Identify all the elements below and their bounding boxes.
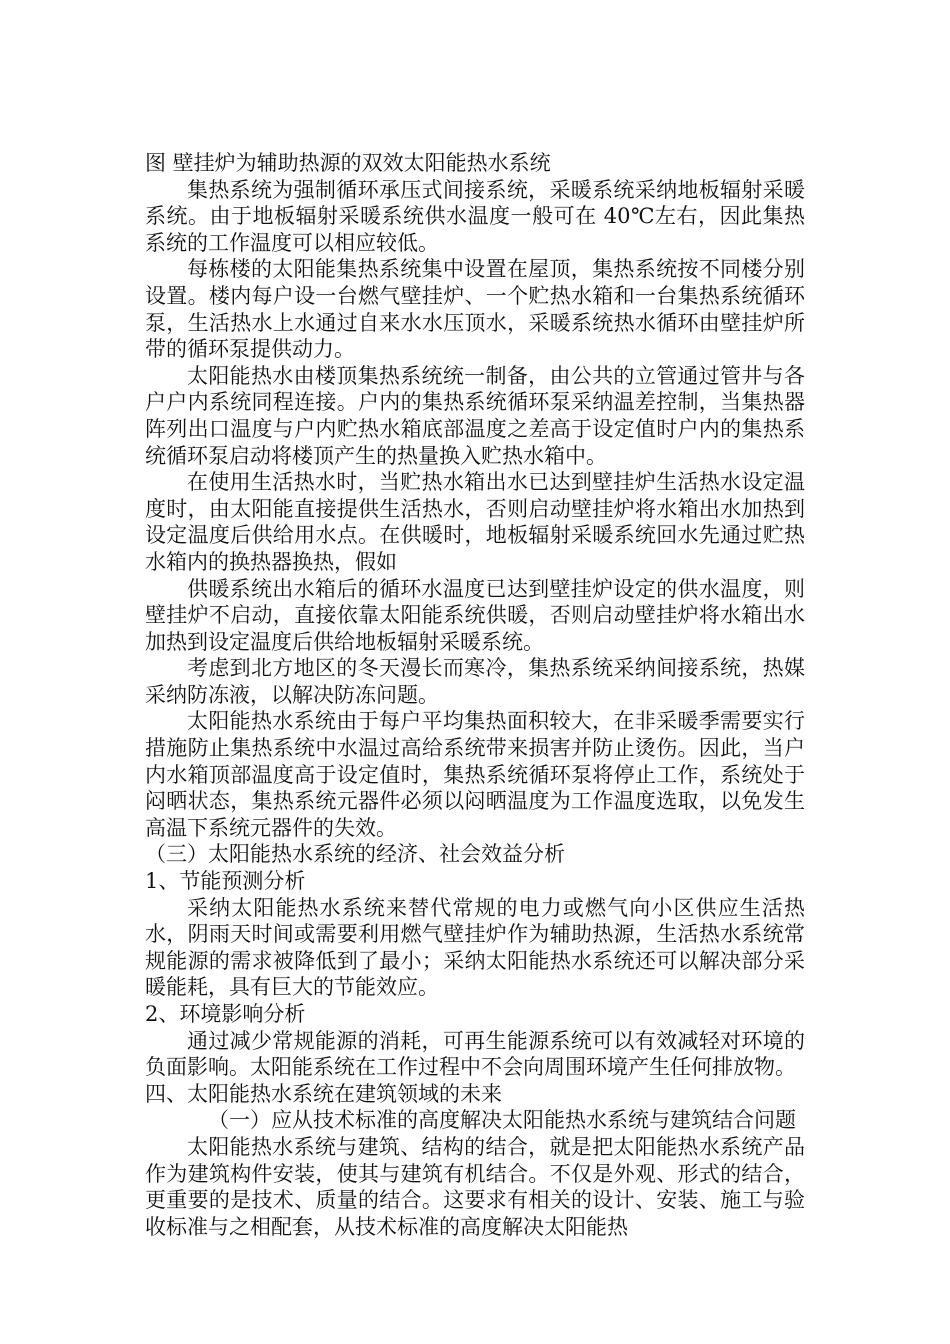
paragraph: 供暖系统出水箱后的循环水温度已达到壁挂炉设定的供水温度，则壁挂炉不启动，直接依靠太阳能系统供暖，否则启动壁挂炉将水箱出水加热到设定温度后供给地板辐射采暖系统。 (145, 576, 805, 654)
paragraph: 集热系统为强制循环承压式间接系统，采暖系统采纳地板辐射采暖系统。由于地板辐射采暖系统供水温度一般可在 40℃左右，因此集热系统的工作温度可以相应较低。 (145, 177, 805, 255)
document-body (145, 150, 805, 1240)
paragraph: 在使用生活热水时，当贮热水箱出水已达到壁挂炉生活热水设定温度时，由太阳能直接提供生活热水，否则启动壁挂炉将水箱出水加热到设定温度后供给用水点。在供暖时，地板辐射采暖系统回水先通过贮热水箱内的换热器换热，假如 (145, 470, 805, 574)
paragraph: 采纳太阳能热水系统来替代常规的电力或燃气向小区供应生活热水，阴雨天时间或需要利用燃气壁挂炉作为辅助热源，生活热水系统常规能源的需求被降低到了最小；采纳太阳能热水系统还可以解决部分采暖能耗，具有巨大的节能效应。 (145, 895, 805, 1000)
paragraph: 太阳能热水系统由于每户平均集热面积较大，在非采暖季需要实行措施防止集热系统中水温过高给系统带来损害并防止烫伤。因此，当户内水箱顶部温度高于设定值时，集热系统循环泵将停止工作，系统处于闷晒状态，集热系统元器件必须以闷晒温度为工作温度选取，以免发生高温下系统元器件的失效。 (145, 709, 805, 840)
section-heading: （一）应从技术标准的高度解决太阳能热水系统与建筑结合问题 (208, 1108, 796, 1133)
subsection-heading: 2、环境影响分析 (145, 1002, 306, 1026)
paragraph: 太阳能热水系统与建筑、结构的结合，就是把太阳能热水系统产品作为建筑构件安装，使其与建筑有机结合。不仅是外观、形式的结合，更重要的是技术、质量的结合。这要求有相关的设计、安装、施工与验收标准与之相配套，从技术标准的高度解决太阳能热 (145, 1134, 805, 1239)
paragraph: 每栋楼的太阳能集热系统集中设置在屋顶，集热系统按不同楼分别设置。楼内每户设一台燃气壁挂炉、一个贮热水箱和一台集热系统循环泵，生活热水上水通过自来水水压顶水，采暖系统热水循环由壁挂炉所带的循环泵提供动力。 (145, 257, 805, 362)
subsection-heading: 1、节能预测分析 (145, 869, 306, 894)
section-heading: （三）太阳能热水系统的经济、社会效益分析 (145, 842, 565, 867)
paragraph: 通过减少常规能源的消耗，可再生能源系统可以有效减轻对环境的负面影响。太阳能系统在工作过程中不会向周围环境产生任何排放物。 (145, 1028, 805, 1080)
figure-caption: 图 壁挂炉为辅助热源的双效太阳能热水系统 (145, 151, 551, 175)
paragraph: 考虑到北方地区的冬天漫长而寒冷，集热系统采纳间接系统，热媒采纳防冻液，以解决防冻问题。 (145, 656, 805, 707)
paragraph: 太阳能热水由楼顶集热系统统一制备，由公共的立管通过管井与各户户内系统同程连接。户内的集热系统循环泵采纳温差控制，当集热器阵列出口温度与户内贮热水箱底部温度之差高于设定值时户内的集热系统循环泵启动将楼顶产生的热量换入贮热水箱中。 (145, 363, 805, 468)
chapter-heading: 四、太阳能热水系统在建筑领域的未来 (145, 1081, 502, 1106)
